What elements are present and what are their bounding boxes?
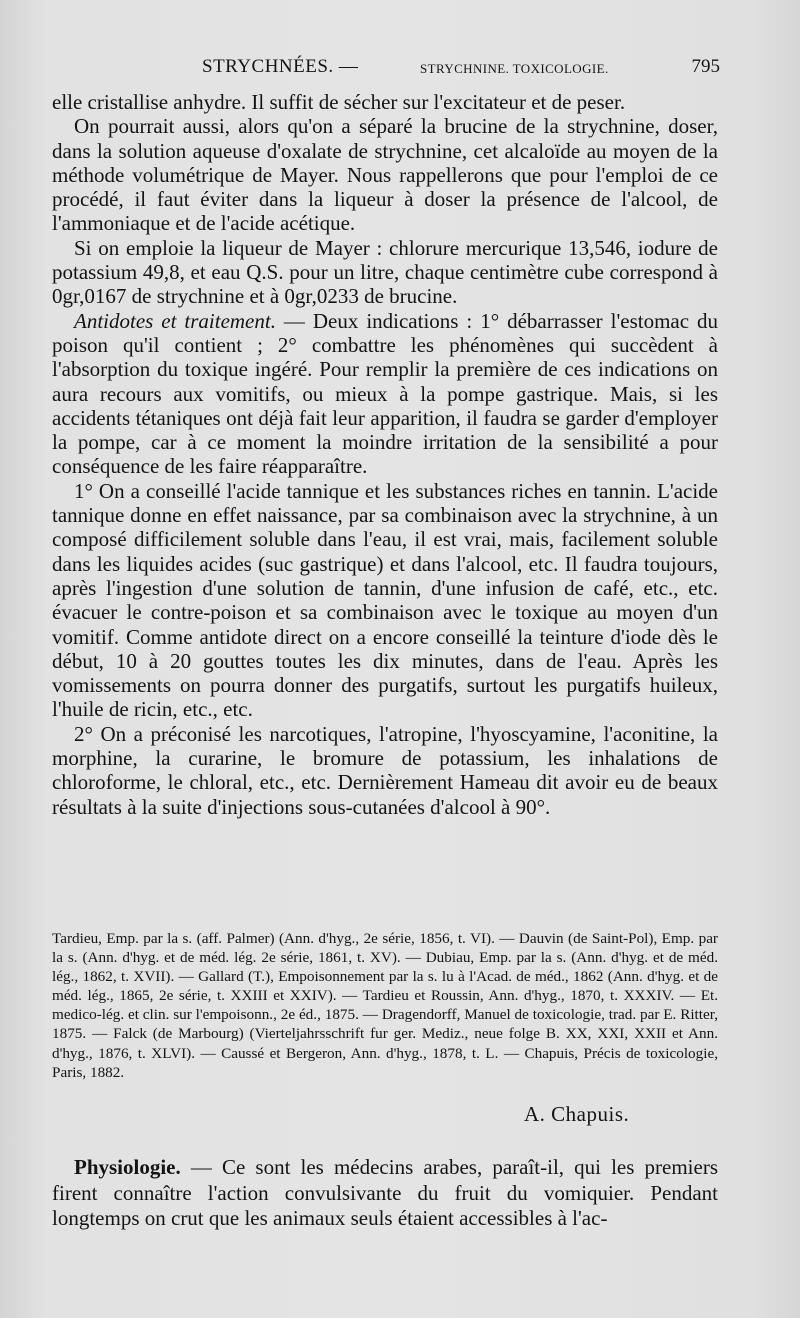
section-heading: Physiologie. xyxy=(74,1155,181,1179)
paragraph: 1° On a conseillé l'acide tannique et les substances riches en tannin. L'acide tannique donne en effet naissance, par sa combinaison avec la strychnine, à un composé difficilement soluble dans l'eau, il est vrai, mais, facilement soluble dans les liquides acides (suc gastrique) et dans l'alcool, etc. Il faudra toujours, après l'ingestion d'une solution de tannin, d'une infusion de café, etc., etc. évacuer le contre-poison et sa combinaison avec le toxique au moyen d'un vomitif. Comme antidote direct on a encore conseillé la teinture d'iode dès le début, 10 à 20 gouttes toutes les dix minutes, dans de l'eau. Après les vomissements on pourra donner des purgatifs, surtout les purgatifs huileux, l'huile de ricin, etc., etc. xyxy=(52,478,718,722)
subsection-title: Antidotes et traitement. xyxy=(74,308,276,333)
paragraph: elle cristallise anhydre. Il suffit de sécher sur l'excitateur et de peser. xyxy=(52,90,626,114)
main-text xyxy=(52,90,718,819)
paragraph-text: — Deux indications : 1° débarrasser l'estomac du poison qu'il contient ; 2° combattre les phénomènes qui succèdent à l'absorption du toxique ingéré. Pour remplir la première de ces indications on aura recours aux vomitifs, ou mieux à la pompe gastrique. Mais, si les accidents tétaniques ont déjà fait leur apparition, il faudra se garder d'employer la pompe, car à ce moment la moindre irritation de la sensibilité a pour conséquence de les faire réapparaître. xyxy=(52,308,719,479)
header-subtitle: STRYCHNINE. TOXICOLOGIE. xyxy=(420,61,609,76)
header-title: STRYCHNÉES. — xyxy=(202,56,359,77)
page-number: 795 xyxy=(691,56,720,77)
paragraph xyxy=(52,1155,718,1232)
paragraph xyxy=(52,309,718,479)
author-signature: A. Chapuis. xyxy=(524,1102,630,1126)
paragraph: 2° On a préconisé les narcotiques, l'atropine, l'hyoscyamine, l'aconitine, la morphine, la curarine, le bromure de potassium, les inhalations de chloroforme, le chloral, etc., etc. Dernièrement Hameau dit avoir eu de beaux résultats à la suite d'injections sous-cutanées d'alcool à 90°. xyxy=(52,721,718,819)
next-section xyxy=(52,1155,718,1232)
running-header xyxy=(52,56,720,80)
paragraph-text: — Ce sont les médecins arabes, paraît-il, qui les premiers firent connaître l'action convulsivante du fruit du vomiquier. Pendant longtemps on crut que les animaux seuls étaient accessibles à l'ac- xyxy=(52,1155,718,1230)
paragraph: Si on emploie la liqueur de Mayer : chlorure mercurique 13,546, iodure de potassium 49,8, et eau Q.S. pour un litre, chaque centimètre cube correspond à 0gr,0167 de strychnine et à 0gr,0233 de brucine. xyxy=(52,235,718,309)
bibliography-text: Tardieu, Emp. par la s. (aff. Palmer) (Ann. d'hyg., 2e série, 1856, t. VI). — Dauvin (de Saint-Pol), Emp. par la s. (Ann. d'hyg. et de méd. lég. 2e série, 1861, t. XV). — Dubiau, Emp. par la s. (Ann. d'hyg. et de méd. lég., 1862, t. XVII). — Gallard (T.), Empoisonnement par la s. lu à l'Acad. de méd., 1862 (Ann. d'hyg. et de méd. lég., 1865, 2e série, t. XXIII et XXIV). — Tardieu et Roussin, Ann. d'hyg., 1870, t. XXXIV. — Et. medico-lég. et clin. sur l'empoisonn., 2e éd., 1875. — Dragendorff, Manuel de toxicologie, trad. par E. Ritter, 1875. — Falck (de Marbourg) (Vierteljahrsschrift fur ger. Mediz., neue folge B. XX, XXI, XXII et Ann. d'hyg., 1876, t. XLVI). — Caussé et Bergeron, Ann. d'hyg., 1878, t. L. — Chapuis, Précis de toxicologie, Paris, 1882. xyxy=(52,930,718,1081)
bibliography xyxy=(52,929,718,1082)
paragraph: On pourrait aussi, alors qu'on a séparé la brucine de la strychnine, doser, dans la solution aqueuse d'oxalate de strychnine, cet alcaloïde au moyen de la méthode volumétrique de Mayer. Nous rappellerons que pour l'emploi de ce procédé, il faut éviter dans la liqueur à doser la présence de l'alcool, de l'ammoniaque et de l'acide acétique. xyxy=(52,114,718,236)
